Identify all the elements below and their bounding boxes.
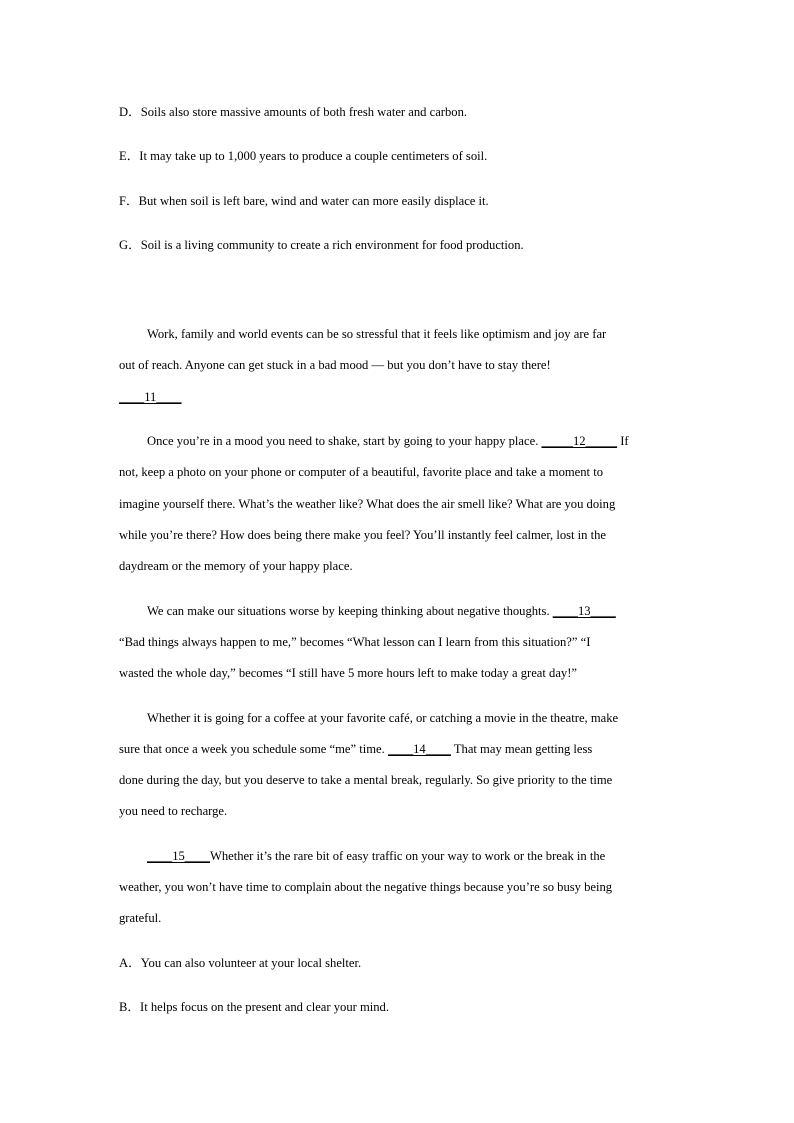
option-letter: F． — [119, 194, 139, 208]
p5-line1-after: Whether it’s the rare bit of easy traffic on your way to work or the break in the — [209, 849, 606, 863]
option-text: It may take up to 1,000 years to produce a couple centimeters of soil. — [139, 149, 488, 163]
option-text: But when soil is left bare, wind and water can more easily displace it. — [138, 194, 489, 208]
option-f — [119, 193, 489, 209]
blank-11-text: ____11____ — [119, 390, 182, 404]
blank-12: _____12_____ — [541, 434, 618, 448]
p1-line1: Work, family and world events can be so stressful that it feels like optimism and joy are far — [147, 327, 607, 341]
p2-line3: imagine yourself there. What’s the weather like? What does the air smell like? What are you doing — [119, 497, 616, 511]
option-letter: B． — [119, 1000, 140, 1014]
p3-line3: wasted the whole day,” becomes “I still have 5 more hours left to make today a great day!” — [119, 666, 577, 680]
option-b — [119, 999, 389, 1015]
blank-14: ____14____ — [387, 742, 451, 756]
p2-line2: not, keep a photo on your phone or computer of a beautiful, favorite place and take a moment to — [119, 465, 603, 479]
p3-line1 — [147, 603, 616, 619]
p2-line1 — [147, 433, 629, 449]
option-letter: D． — [119, 105, 141, 119]
option-letter: G． — [119, 238, 141, 252]
p2-line5: daydream or the memory of your happy place. — [119, 559, 353, 573]
p4-line2-after: That may mean getting less — [453, 742, 593, 756]
p4-line3: done during the day, but you deserve to take a mental break, regularly. So give priority to the time — [119, 773, 613, 787]
p1-line2: out of reach. Anyone can get stuck in a bad mood — but you don’t have to stay there! — [119, 358, 551, 372]
option-letter: A． — [119, 956, 141, 970]
p4-line2 — [119, 741, 592, 757]
option-text: Soil is a living community to create a rich environment for food production. — [140, 238, 524, 252]
option-d — [119, 104, 467, 120]
blank-13: ____13____ — [552, 604, 616, 618]
blank-11 — [119, 389, 182, 405]
blank-15: ____15____ — [147, 849, 210, 863]
p4-line4: you need to recharge. — [119, 804, 228, 818]
p3-line2: “Bad things always happen to me,” becomes “What lesson can I learn from this situation?” “I — [119, 635, 591, 649]
option-letter: E． — [119, 149, 140, 163]
p5-line2: weather, you won’t have time to complain about the negative things because you’re so busy being — [119, 880, 613, 894]
p4-line1: Whether it is going for a coffee at your favorite café, or catching a movie in the theatre, make — [147, 711, 619, 725]
p3-line1-text: We can make our situations worse by keeping thinking about negative thoughts. — [147, 604, 550, 618]
option-e — [119, 148, 487, 164]
option-text: Soils also store massive amounts of both fresh water and carbon. — [140, 105, 468, 119]
p5-line1 — [147, 848, 605, 864]
p4-line2-before: sure that once a week you schedule some “me” time. — [119, 742, 385, 756]
p2-line1-after: If — [620, 434, 629, 448]
p2-line4: while you’re there? How does being there make you feel? You’ll instantly feel calmer, lost in the — [119, 528, 607, 542]
option-g — [119, 237, 524, 253]
option-text: You can also volunteer at your local shelter. — [140, 956, 362, 970]
p2-line1-text: Once you’re in a mood you need to shake, start by going to your happy place. — [147, 434, 539, 448]
p5-line3: grateful. — [119, 911, 162, 925]
option-a — [119, 955, 361, 971]
option-text: It helps focus on the present and clear your mind. — [140, 1000, 390, 1014]
